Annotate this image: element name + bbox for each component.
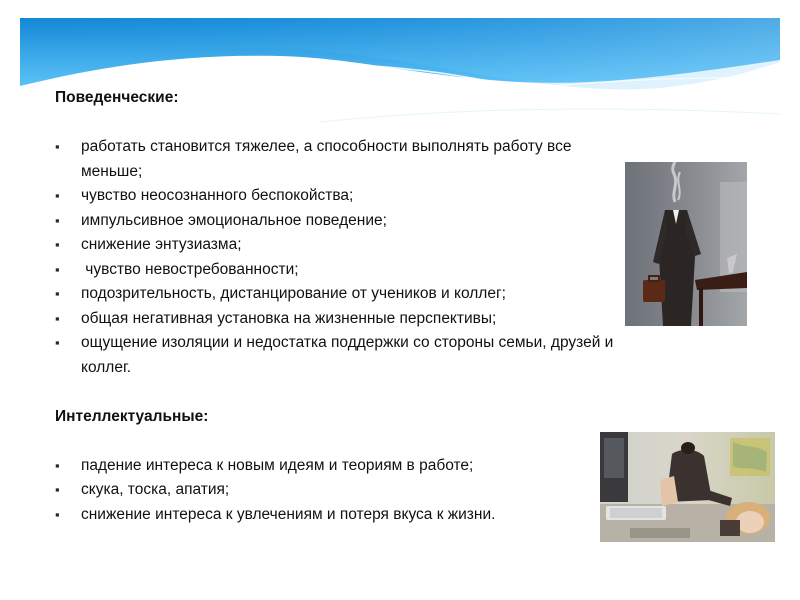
intellectual-list bbox=[55, 454, 615, 528]
slide-content bbox=[55, 86, 615, 527]
headless-businessman-photo bbox=[625, 162, 747, 326]
list-item: ▪ работать становится тяжелее, а способности выполнять работу все меньше; bbox=[55, 135, 615, 184]
behavioral-heading: Поведенческие: bbox=[55, 89, 179, 106]
list-item: ▪ снижение энтузиазма; bbox=[55, 233, 615, 258]
behavioral-list bbox=[55, 135, 615, 380]
intellectual-heading: Интеллектуальные: bbox=[55, 407, 209, 425]
list-item: ▪ снижение интереса к увлечениям и потеря вкуса к жизни. bbox=[55, 503, 615, 528]
list-item: ▪ импульсивное эмоциональное поведение; bbox=[55, 209, 615, 234]
list-item: ▪ ощущение изоляции и недостатка поддержки со стороны семьи, друзей и коллег. bbox=[55, 331, 615, 380]
list-item: ▪ общая негативная установка на жизненные перспективы; bbox=[55, 307, 615, 332]
list-item: ▪ подозрительность, дистанцирование от учеников и коллег; bbox=[55, 282, 615, 307]
list-item: ▪ падение интереса к новым идеям и теориям в работе; bbox=[55, 454, 615, 479]
list-item: ▪ чувство неосознанного беспокойства; bbox=[55, 184, 615, 209]
tired-woman-at-desk-photo bbox=[600, 432, 775, 542]
list-item: ▪ скука, тоска, апатия; bbox=[55, 478, 615, 503]
list-item: ▪ чувство невостребованности; bbox=[55, 258, 615, 283]
